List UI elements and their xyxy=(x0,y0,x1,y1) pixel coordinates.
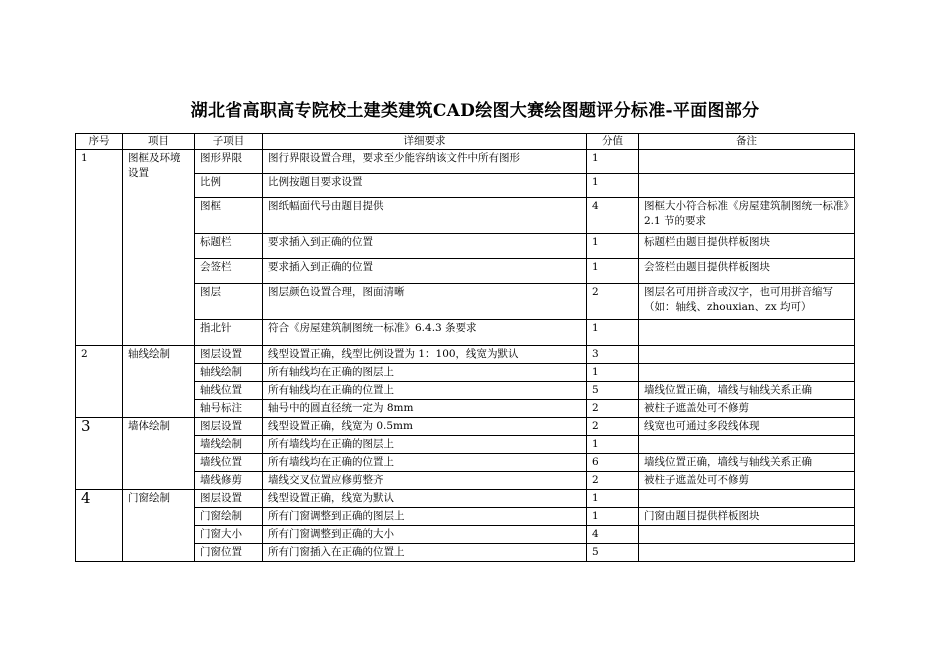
detail-cell: 图行界限设置合理，要求至少能容纳该文件中所有图形 xyxy=(263,150,587,174)
subitem-cell: 轴号标注 xyxy=(195,400,263,418)
score-cell: 2 xyxy=(587,400,639,418)
subitem-cell: 轴线绘制 xyxy=(195,364,263,382)
note-cell xyxy=(639,490,855,508)
note-cell xyxy=(639,526,855,544)
detail-cell: 图层颜色设置合理，图面清晰 xyxy=(263,284,587,320)
subitem-cell: 墙线绘制 xyxy=(195,436,263,454)
header-detail: 详细要求 xyxy=(263,134,587,150)
score-cell: 6 xyxy=(587,454,639,472)
subitem-cell: 图形界限 xyxy=(195,150,263,174)
table-row xyxy=(76,418,855,436)
note-cell: 被柱子遮盖处可不修剪 xyxy=(639,400,855,418)
note-cell xyxy=(639,436,855,454)
detail-cell: 所有轴线均在正确的图层上 xyxy=(263,364,587,382)
note-cell xyxy=(639,364,855,382)
score-cell: 1 xyxy=(587,508,639,526)
note-cell: 门窗由题目提供样板图块 xyxy=(639,508,855,526)
group-number: 1 xyxy=(76,150,123,346)
subitem-cell: 图层 xyxy=(195,284,263,320)
note-cell xyxy=(639,544,855,562)
group-item: 图框及环境设置 xyxy=(123,150,195,346)
subitem-cell: 标题栏 xyxy=(195,234,263,259)
detail-cell: 比例按题目要求设置 xyxy=(263,174,587,198)
note-cell: 墙线位置正确，墙线与轴线关系正确 xyxy=(639,454,855,472)
score-cell: 1 xyxy=(587,320,639,346)
subitem-cell: 指北针 xyxy=(195,320,263,346)
score-cell: 4 xyxy=(587,526,639,544)
score-cell: 5 xyxy=(587,382,639,400)
header-note: 备注 xyxy=(639,134,855,150)
table-row xyxy=(76,346,855,364)
detail-cell: 所有墙线均在正确的位置上 xyxy=(263,454,587,472)
header-score: 分值 xyxy=(587,134,639,150)
score-cell: 2 xyxy=(587,472,639,490)
score-cell: 1 xyxy=(587,490,639,508)
score-cell: 2 xyxy=(587,284,639,320)
detail-cell: 线型设置正确，线宽为默认 xyxy=(263,490,587,508)
subitem-cell: 图层设置 xyxy=(195,346,263,364)
detail-cell: 所有轴线均在正确的位置上 xyxy=(263,382,587,400)
table-header-row xyxy=(76,134,855,150)
subitem-cell: 比例 xyxy=(195,174,263,198)
table-row xyxy=(76,150,855,174)
detail-cell: 所有墙线均在正确的图层上 xyxy=(263,436,587,454)
note-cell xyxy=(639,320,855,346)
detail-cell: 图纸幅面代号由题目提供 xyxy=(263,198,587,234)
score-cell: 4 xyxy=(587,198,639,234)
subitem-cell: 图框 xyxy=(195,198,263,234)
detail-cell: 要求插入到正确的位置 xyxy=(263,234,587,259)
note-cell: 线宽也可通过多段线体现 xyxy=(639,418,855,436)
note-cell xyxy=(639,150,855,174)
score-cell: 1 xyxy=(587,259,639,284)
header-subitem: 子项目 xyxy=(195,134,263,150)
score-cell: 5 xyxy=(587,544,639,562)
detail-cell: 所有门窗调整到正确的图层上 xyxy=(263,508,587,526)
score-cell: 1 xyxy=(587,364,639,382)
note-cell: 会签栏由题目提供样板图块 xyxy=(639,259,855,284)
detail-cell: 所有门窗调整到正确的大小 xyxy=(263,526,587,544)
detail-cell: 符合《房屋建筑制图统一标准》6.4.3 条要求 xyxy=(263,320,587,346)
score-cell: 1 xyxy=(587,174,639,198)
group-number: 3 xyxy=(76,418,123,490)
subitem-cell: 墙线位置 xyxy=(195,454,263,472)
group-number: 4 xyxy=(76,490,123,562)
note-cell: 墙线位置正确，墙线与轴线关系正确 xyxy=(639,382,855,400)
score-cell: 3 xyxy=(587,346,639,364)
score-cell: 1 xyxy=(587,436,639,454)
detail-cell: 线型设置正确，线型比例设置为 1：100，线宽为默认 xyxy=(263,346,587,364)
score-cell: 1 xyxy=(587,150,639,174)
subitem-cell: 图层设置 xyxy=(195,490,263,508)
group-item: 墙体绘制 xyxy=(123,418,195,490)
subitem-cell: 门窗大小 xyxy=(195,526,263,544)
detail-cell: 所有门窗插入在正确的位置上 xyxy=(263,544,587,562)
group-item: 门窗绘制 xyxy=(123,490,195,562)
detail-cell: 墙线交叉位置应修剪整齐 xyxy=(263,472,587,490)
group-item: 轴线绘制 xyxy=(123,346,195,418)
note-cell xyxy=(639,174,855,198)
header-item: 项目 xyxy=(123,134,195,150)
detail-cell: 要求插入到正确的位置 xyxy=(263,259,587,284)
score-cell: 1 xyxy=(587,234,639,259)
subitem-cell: 图层设置 xyxy=(195,418,263,436)
document-title: 湖北省高职高专院校土建类建筑CAD绘图大赛绘图题评分标准-平面图部分 xyxy=(190,101,760,121)
detail-cell: 线型设置正确，线宽为 0.5mm xyxy=(263,418,587,436)
scoring-table xyxy=(75,133,855,562)
note-cell: 标题栏由题目提供样板图块 xyxy=(639,234,855,259)
score-cell: 2 xyxy=(587,418,639,436)
subitem-cell: 会签栏 xyxy=(195,259,263,284)
detail-cell: 轴号中的圆直径统一定为 8mm xyxy=(263,400,587,418)
subitem-cell: 轴线位置 xyxy=(195,382,263,400)
subitem-cell: 门窗位置 xyxy=(195,544,263,562)
note-cell: 图框大小符合标准《房屋建筑制图统一标准》2.1 节的要求 xyxy=(639,198,855,234)
table-row xyxy=(76,490,855,508)
note-cell xyxy=(639,346,855,364)
header-no: 序号 xyxy=(76,134,123,150)
note-cell: 被柱子遮盖处可不修剪 xyxy=(639,472,855,490)
note-cell: 图层名可用拼音或汉字，也可用拼音缩写（如：轴线、zhouxian、zx 均可） xyxy=(639,284,855,320)
subitem-cell: 门窗绘制 xyxy=(195,508,263,526)
subitem-cell: 墙线修剪 xyxy=(195,472,263,490)
group-number: 2 xyxy=(76,346,123,418)
